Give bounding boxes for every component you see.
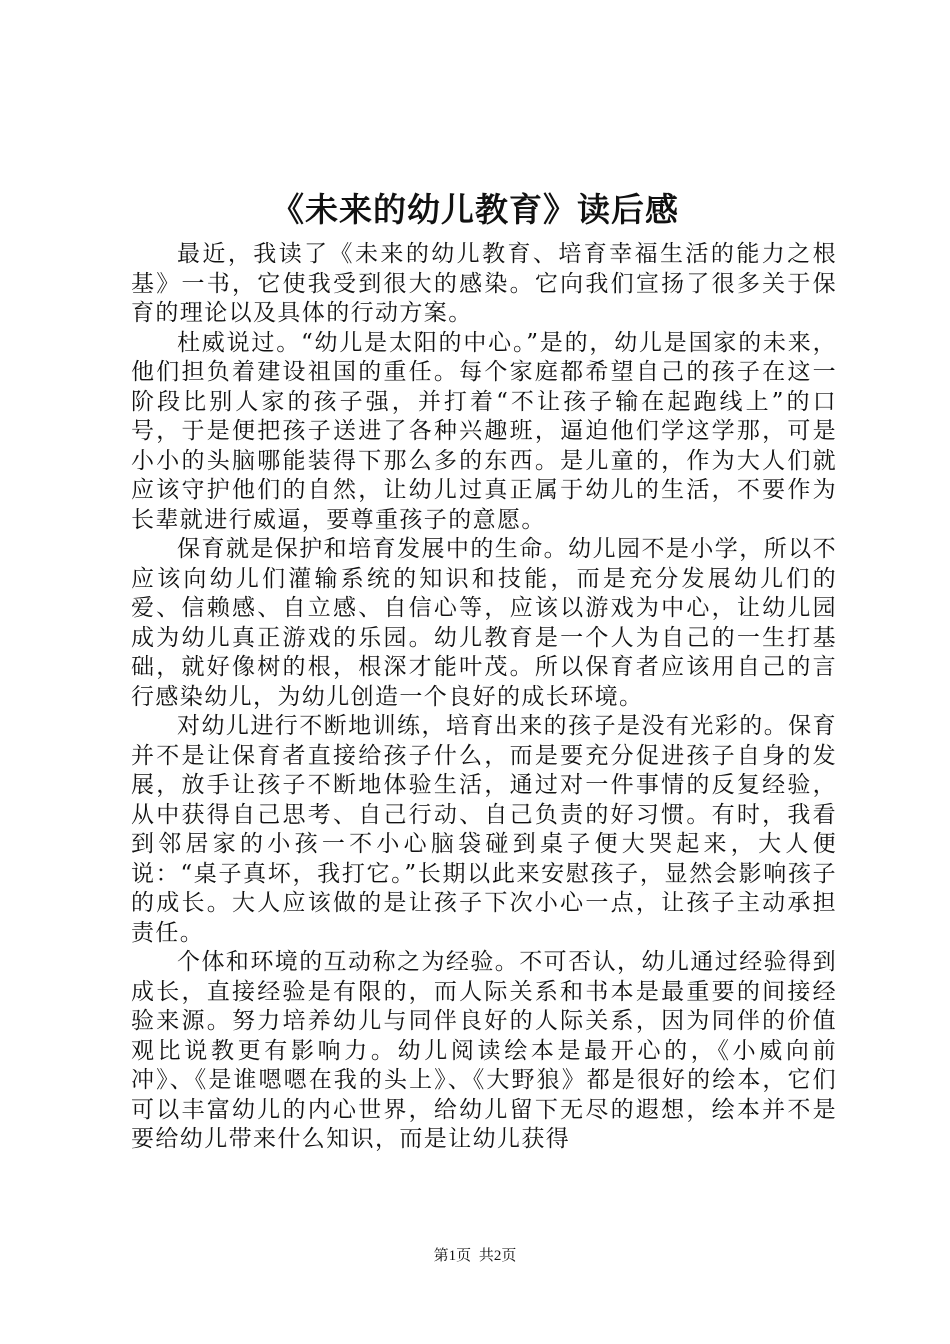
paragraph: 杜威说过。“幼儿是太阳的中心。”是的，幼儿是国家的未来，他们担负着建设祖国的重任。每个家庭都希望自己的孩子在这一阶段比别人家的孩子强，并打着“不让孩子输在起跑线上”的口号，于是便把孩子送进了各种兴趣班，逼迫他们学这学那，可是小小的头脑哪能装得下那么多的东西。是儿童的，作为大人们就应该守护他们的自然，让幼儿过真正属于幼儿的生活，不要作为长辈就进行威逼，要尊重孩子的意愿。 [131, 329, 837, 533]
paragraph: 个体和环境的互动称之为经验。不可否认，幼儿通过经验得到成长，直接经验是有限的，而人际关系和书本是最重要的间接经验来源。努力培养幼儿与同伴良好的人际关系，因为同伴的价值观比说教更有影响力。幼儿阅读绘本是最开心的，《小威向前冲》、《是谁嗯嗯在我的头上》、《大野狼》都是很好的绘本，它们可以丰富幼儿的内心世界，给幼儿留下无尽的遐想，绘本并不是要给幼儿带来什么知识，而是让幼儿获得 [131, 949, 837, 1152]
document-body [131, 240, 837, 1155]
paragraph: 最近，我读了《未来的幼儿教育、培育幸福生活的能力之根基》一书，它使我受到很大的感染。它向我们宣扬了很多关于保育的理论以及具体的行动方案。 [131, 241, 837, 326]
page-number: 第1页 [433, 1248, 472, 1264]
page-total: 共2页 [478, 1248, 517, 1264]
page-footer [0, 1244, 950, 1265]
document-title: 《未来的幼儿教育》读后感 [271, 190, 679, 229]
paragraph: 对幼儿进行不断地训练，培育出来的孩子是没有光彩的。保育并不是让保育者直接给孩子什么，而是要充分促进孩子自身的发展，放手让孩子不断地体验生活，通过对一件事情的反复经验，从中获得自己思考、自己行动、自己负责的好习惯。有时，我看到邻居家的小孩一不小心脑袋碰到桌子便大哭起来，大人便说：“桌子真坏，我打它。”长期以此来安慰孩子，显然会影响孩子的成长。大人应该做的是让孩子下次小心一点，让孩子主动承担责任。 [131, 713, 837, 946]
paragraph: 保育就是保护和培育发展中的生命。幼儿园不是小学，所以不应该向幼儿们灌输系统的知识和技能，而是充分发展幼儿们的爱、信赖感、自立感、自信心等，应该以游戏为中心，让幼儿园成为幼儿真正游戏的乐园。幼儿教育是一个人为自己的一生打基础，就好像树的根，根深才能叶茂。所以保育者应该用自己的言行感染幼儿，为幼儿创造一个良好的成长环境。 [131, 536, 837, 710]
